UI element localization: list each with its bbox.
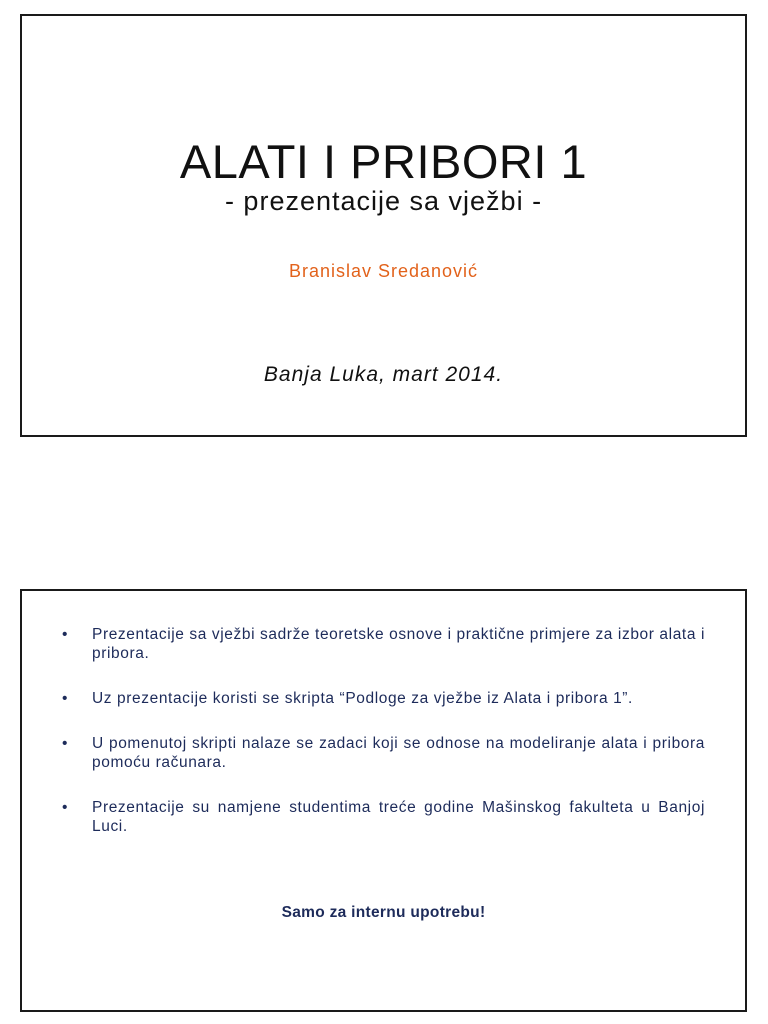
presentation-subtitle: - prezentacije sa vježbi -	[224, 186, 543, 216]
bullet-icon: •	[62, 690, 69, 707]
bullet-text: U pomenutoj skripti nalaze se zadaci koji se odnose na modeliranje alata i pribora pomoću računara.	[92, 735, 705, 771]
bullet-icon: •	[62, 626, 69, 643]
bullet-icon: •	[62, 735, 69, 752]
bullet-list	[62, 625, 705, 862]
presentation-title: ALATI I PRIBORI 1	[179, 135, 588, 188]
list-item	[62, 798, 705, 836]
list-item	[62, 734, 705, 772]
bullet-icon: •	[62, 799, 69, 816]
author-name: Branislav Sredanović	[288, 261, 479, 281]
info-slide	[20, 589, 747, 1012]
place-and-date: Banja Luka, mart 2014.	[263, 363, 504, 386]
bullet-text: Prezentacije sa vježbi sadrže teoretske osnove i praktične primjere za izbor alata i pribora.	[92, 626, 705, 662]
title-slide	[20, 14, 747, 437]
internal-use-note: Samo za internu upotrebu!	[281, 904, 486, 921]
list-item	[62, 625, 705, 663]
bullet-text: Uz prezentacije koristi se skripta “Podloge za vježbe iz Alata i pribora 1”.	[92, 690, 633, 707]
bullet-text: Prezentacije su namjene studentima treće godine Mašinskog fakulteta u Banjoj Luci.	[92, 799, 705, 835]
list-item	[62, 689, 705, 708]
